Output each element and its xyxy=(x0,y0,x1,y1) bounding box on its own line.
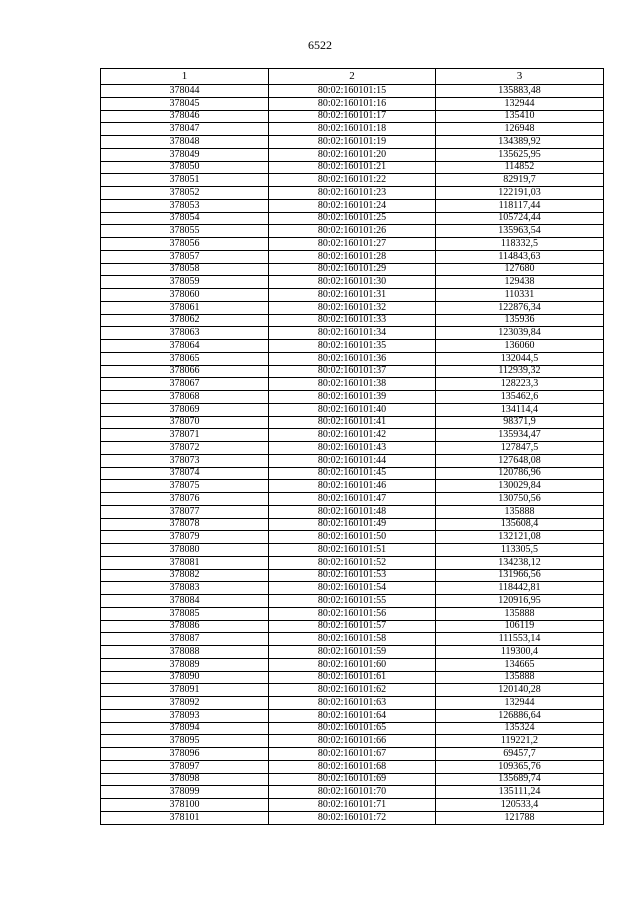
record-number-cell: 378079 xyxy=(101,531,269,544)
value-cell: 135410 xyxy=(436,110,604,123)
record-number-cell: 378082 xyxy=(101,569,269,582)
cadastral-number-cell: 80:02:160101:38 xyxy=(269,378,436,391)
value-cell: 127648,08 xyxy=(436,454,604,467)
value-cell: 135111,24 xyxy=(436,786,604,799)
record-number-cell: 378096 xyxy=(101,748,269,761)
record-number-cell: 378100 xyxy=(101,799,269,812)
cadastral-number-cell: 80:02:160101:27 xyxy=(269,238,436,251)
table-row xyxy=(101,136,604,149)
record-number-cell: 378046 xyxy=(101,110,269,123)
table-row xyxy=(101,607,604,620)
value-cell: 120916,95 xyxy=(436,595,604,608)
cadastral-number-cell: 80:02:160101:70 xyxy=(269,786,436,799)
cadastral-number-cell: 80:02:160101:23 xyxy=(269,187,436,200)
value-cell: 127847,5 xyxy=(436,442,604,455)
value-cell: 132944 xyxy=(436,97,604,110)
table-row xyxy=(101,123,604,136)
header-row xyxy=(101,69,604,85)
table-row xyxy=(101,493,604,506)
table-row xyxy=(101,595,604,608)
table-row xyxy=(101,148,604,161)
table-row xyxy=(101,225,604,238)
table-row xyxy=(101,582,604,595)
table-row xyxy=(101,442,604,455)
table-row xyxy=(101,722,604,735)
table-row xyxy=(101,786,604,799)
record-number-cell: 378045 xyxy=(101,97,269,110)
value-cell: 136060 xyxy=(436,340,604,353)
cadastral-number-cell: 80:02:160101:42 xyxy=(269,429,436,442)
cadastral-number-cell: 80:02:160101:33 xyxy=(269,314,436,327)
value-cell: 119300,4 xyxy=(436,646,604,659)
cadastral-number-cell: 80:02:160101:25 xyxy=(269,212,436,225)
value-cell: 119221,2 xyxy=(436,735,604,748)
column-header-2: 2 xyxy=(269,69,436,85)
record-number-cell: 378061 xyxy=(101,301,269,314)
value-cell: 122876,34 xyxy=(436,301,604,314)
value-cell: 114852 xyxy=(436,161,604,174)
table-row xyxy=(101,748,604,761)
value-cell: 105724,44 xyxy=(436,212,604,225)
value-cell: 98371,9 xyxy=(436,416,604,429)
cadastral-number-cell: 80:02:160101:20 xyxy=(269,148,436,161)
record-number-cell: 378092 xyxy=(101,697,269,710)
table-row xyxy=(101,263,604,276)
table-row xyxy=(101,556,604,569)
record-number-cell: 378059 xyxy=(101,276,269,289)
value-cell: 132044,5 xyxy=(436,352,604,365)
value-cell: 135689,74 xyxy=(436,773,604,786)
cadastral-number-cell: 80:02:160101:16 xyxy=(269,97,436,110)
record-number-cell: 378080 xyxy=(101,544,269,557)
cadastral-number-cell: 80:02:160101:22 xyxy=(269,174,436,187)
value-cell: 132121,08 xyxy=(436,531,604,544)
cadastral-number-cell: 80:02:160101:65 xyxy=(269,722,436,735)
cadastral-number-cell: 80:02:160101:68 xyxy=(269,760,436,773)
cadastral-number-cell: 80:02:160101:48 xyxy=(269,505,436,518)
record-number-cell: 378051 xyxy=(101,174,269,187)
table-row xyxy=(101,276,604,289)
value-cell: 123039,84 xyxy=(436,327,604,340)
value-cell: 135888 xyxy=(436,671,604,684)
value-cell: 135888 xyxy=(436,607,604,620)
cadastral-number-cell: 80:02:160101:40 xyxy=(269,403,436,416)
record-number-cell: 378054 xyxy=(101,212,269,225)
record-number-cell: 378081 xyxy=(101,556,269,569)
table-row xyxy=(101,212,604,225)
value-cell: 122191,03 xyxy=(436,187,604,200)
cadastral-number-cell: 80:02:160101:59 xyxy=(269,646,436,659)
table-row xyxy=(101,416,604,429)
record-number-cell: 378099 xyxy=(101,786,269,799)
value-cell: 110331 xyxy=(436,289,604,302)
cadastral-number-cell: 80:02:160101:55 xyxy=(269,595,436,608)
record-number-cell: 378063 xyxy=(101,327,269,340)
record-number-cell: 378066 xyxy=(101,365,269,378)
table-row xyxy=(101,391,604,404)
cadastral-number-cell: 80:02:160101:45 xyxy=(269,467,436,480)
cadastral-number-cell: 80:02:160101:41 xyxy=(269,416,436,429)
cadastral-number-cell: 80:02:160101:32 xyxy=(269,301,436,314)
cadastral-number-cell: 80:02:160101:15 xyxy=(269,85,436,98)
table-row xyxy=(101,811,604,824)
record-number-cell: 378062 xyxy=(101,314,269,327)
cadastral-number-cell: 80:02:160101:64 xyxy=(269,709,436,722)
table-row xyxy=(101,697,604,710)
table-row xyxy=(101,671,604,684)
record-number-cell: 378058 xyxy=(101,263,269,276)
data-table xyxy=(100,68,604,825)
table-row xyxy=(101,352,604,365)
value-cell: 130029,84 xyxy=(436,480,604,493)
table-header xyxy=(101,69,604,85)
record-number-cell: 378057 xyxy=(101,250,269,263)
table-row xyxy=(101,760,604,773)
table-body xyxy=(101,85,604,825)
table-row xyxy=(101,365,604,378)
record-number-cell: 378095 xyxy=(101,735,269,748)
table-row xyxy=(101,773,604,786)
value-cell: 134665 xyxy=(436,658,604,671)
record-number-cell: 378093 xyxy=(101,709,269,722)
record-number-cell: 378044 xyxy=(101,85,269,98)
table-row xyxy=(101,735,604,748)
record-number-cell: 378048 xyxy=(101,136,269,149)
cadastral-number-cell: 80:02:160101:57 xyxy=(269,620,436,633)
cadastral-number-cell: 80:02:160101:50 xyxy=(269,531,436,544)
record-number-cell: 378097 xyxy=(101,760,269,773)
value-cell: 135462,6 xyxy=(436,391,604,404)
cadastral-number-cell: 80:02:160101:26 xyxy=(269,225,436,238)
column-header-1: 1 xyxy=(101,69,269,85)
record-number-cell: 378072 xyxy=(101,442,269,455)
cadastral-number-cell: 80:02:160101:39 xyxy=(269,391,436,404)
cadastral-number-cell: 80:02:160101:35 xyxy=(269,340,436,353)
value-cell: 134238,12 xyxy=(436,556,604,569)
cadastral-number-cell: 80:02:160101:18 xyxy=(269,123,436,136)
table-row xyxy=(101,161,604,174)
value-cell: 111553,14 xyxy=(436,633,604,646)
cadastral-number-cell: 80:02:160101:51 xyxy=(269,544,436,557)
table-row xyxy=(101,340,604,353)
record-number-cell: 378047 xyxy=(101,123,269,136)
cadastral-number-cell: 80:02:160101:67 xyxy=(269,748,436,761)
cadastral-number-cell: 80:02:160101:43 xyxy=(269,442,436,455)
table-row xyxy=(101,378,604,391)
record-number-cell: 378085 xyxy=(101,607,269,620)
table-row xyxy=(101,684,604,697)
cadastral-number-cell: 80:02:160101:29 xyxy=(269,263,436,276)
cadastral-number-cell: 80:02:160101:46 xyxy=(269,480,436,493)
record-number-cell: 378098 xyxy=(101,773,269,786)
table-row xyxy=(101,289,604,302)
table-row xyxy=(101,110,604,123)
cadastral-number-cell: 80:02:160101:53 xyxy=(269,569,436,582)
value-cell: 118332,5 xyxy=(436,238,604,251)
cadastral-number-cell: 80:02:160101:19 xyxy=(269,136,436,149)
record-number-cell: 378064 xyxy=(101,340,269,353)
value-cell: 69457,7 xyxy=(436,748,604,761)
table-row xyxy=(101,799,604,812)
record-number-cell: 378073 xyxy=(101,454,269,467)
value-cell: 126886,64 xyxy=(436,709,604,722)
value-cell: 135936 xyxy=(436,314,604,327)
value-cell: 131966,56 xyxy=(436,569,604,582)
cadastral-number-cell: 80:02:160101:66 xyxy=(269,735,436,748)
record-number-cell: 378069 xyxy=(101,403,269,416)
value-cell: 109365,76 xyxy=(436,760,604,773)
table-row xyxy=(101,569,604,582)
record-number-cell: 378068 xyxy=(101,391,269,404)
record-number-cell: 378091 xyxy=(101,684,269,697)
cadastral-number-cell: 80:02:160101:58 xyxy=(269,633,436,646)
value-cell: 112939,32 xyxy=(436,365,604,378)
table-row xyxy=(101,531,604,544)
value-cell: 114843,63 xyxy=(436,250,604,263)
record-number-cell: 378090 xyxy=(101,671,269,684)
record-number-cell: 378089 xyxy=(101,658,269,671)
record-number-cell: 378083 xyxy=(101,582,269,595)
record-number-cell: 378067 xyxy=(101,378,269,391)
record-number-cell: 378074 xyxy=(101,467,269,480)
table-row xyxy=(101,480,604,493)
cadastral-number-cell: 80:02:160101:63 xyxy=(269,697,436,710)
value-cell: 106119 xyxy=(436,620,604,633)
table-row xyxy=(101,709,604,722)
value-cell: 126948 xyxy=(436,123,604,136)
record-number-cell: 378065 xyxy=(101,352,269,365)
cadastral-number-cell: 80:02:160101:31 xyxy=(269,289,436,302)
table-row xyxy=(101,187,604,200)
table-row xyxy=(101,238,604,251)
cadastral-number-cell: 80:02:160101:60 xyxy=(269,658,436,671)
cadastral-number-cell: 80:02:160101:24 xyxy=(269,199,436,212)
record-number-cell: 378071 xyxy=(101,429,269,442)
cadastral-number-cell: 80:02:160101:44 xyxy=(269,454,436,467)
record-number-cell: 378056 xyxy=(101,238,269,251)
record-number-cell: 378086 xyxy=(101,620,269,633)
value-cell: 120140,28 xyxy=(436,684,604,697)
cadastral-number-cell: 80:02:160101:30 xyxy=(269,276,436,289)
record-number-cell: 378070 xyxy=(101,416,269,429)
cadastral-number-cell: 80:02:160101:71 xyxy=(269,799,436,812)
value-cell: 134114,4 xyxy=(436,403,604,416)
value-cell: 129438 xyxy=(436,276,604,289)
cadastral-number-cell: 80:02:160101:21 xyxy=(269,161,436,174)
record-number-cell: 378094 xyxy=(101,722,269,735)
table-row xyxy=(101,314,604,327)
value-cell: 135608,4 xyxy=(436,518,604,531)
cadastral-number-cell: 80:02:160101:69 xyxy=(269,773,436,786)
record-number-cell: 378055 xyxy=(101,225,269,238)
record-number-cell: 378050 xyxy=(101,161,269,174)
table-row xyxy=(101,97,604,110)
record-number-cell: 378088 xyxy=(101,646,269,659)
cadastral-number-cell: 80:02:160101:61 xyxy=(269,671,436,684)
table-row xyxy=(101,467,604,480)
cadastral-number-cell: 80:02:160101:52 xyxy=(269,556,436,569)
record-number-cell: 378075 xyxy=(101,480,269,493)
record-number-cell: 378076 xyxy=(101,493,269,506)
table-row xyxy=(101,544,604,557)
record-number-cell: 378077 xyxy=(101,505,269,518)
page-number: 6522 xyxy=(308,38,332,52)
table-row xyxy=(101,633,604,646)
value-cell: 120786,96 xyxy=(436,467,604,480)
table-row xyxy=(101,429,604,442)
value-cell: 135625,95 xyxy=(436,148,604,161)
value-cell: 132944 xyxy=(436,697,604,710)
value-cell: 135888 xyxy=(436,505,604,518)
table-row xyxy=(101,658,604,671)
table-row xyxy=(101,454,604,467)
value-cell: 134389,92 xyxy=(436,136,604,149)
table-row xyxy=(101,174,604,187)
value-cell: 130750,56 xyxy=(436,493,604,506)
value-cell: 82919,7 xyxy=(436,174,604,187)
cadastral-number-cell: 80:02:160101:47 xyxy=(269,493,436,506)
value-cell: 113305,5 xyxy=(436,544,604,557)
value-cell: 118117,44 xyxy=(436,199,604,212)
table-row xyxy=(101,250,604,263)
value-cell: 135934,47 xyxy=(436,429,604,442)
value-cell: 135324 xyxy=(436,722,604,735)
record-number-cell: 378053 xyxy=(101,199,269,212)
cadastral-number-cell: 80:02:160101:17 xyxy=(269,110,436,123)
value-cell: 118442,81 xyxy=(436,582,604,595)
table-row xyxy=(101,505,604,518)
cadastral-number-cell: 80:02:160101:28 xyxy=(269,250,436,263)
cadastral-number-cell: 80:02:160101:37 xyxy=(269,365,436,378)
value-cell: 121788 xyxy=(436,811,604,824)
value-cell: 135963,54 xyxy=(436,225,604,238)
cadastral-number-cell: 80:02:160101:72 xyxy=(269,811,436,824)
record-number-cell: 378052 xyxy=(101,187,269,200)
cadastral-number-cell: 80:02:160101:49 xyxy=(269,518,436,531)
column-header-3: 3 xyxy=(436,69,604,85)
record-number-cell: 378078 xyxy=(101,518,269,531)
value-cell: 120533,4 xyxy=(436,799,604,812)
cadastral-number-cell: 80:02:160101:56 xyxy=(269,607,436,620)
cadastral-number-cell: 80:02:160101:36 xyxy=(269,352,436,365)
table-row xyxy=(101,620,604,633)
cadastral-number-cell: 80:02:160101:54 xyxy=(269,582,436,595)
cadastral-number-cell: 80:02:160101:34 xyxy=(269,327,436,340)
value-cell: 127680 xyxy=(436,263,604,276)
table-row xyxy=(101,327,604,340)
cadastral-number-cell: 80:02:160101:62 xyxy=(269,684,436,697)
table-row xyxy=(101,646,604,659)
record-number-cell: 378084 xyxy=(101,595,269,608)
table-row xyxy=(101,403,604,416)
table-row xyxy=(101,518,604,531)
record-number-cell: 378101 xyxy=(101,811,269,824)
record-number-cell: 378060 xyxy=(101,289,269,302)
table-row xyxy=(101,199,604,212)
table-row xyxy=(101,301,604,314)
table-row xyxy=(101,85,604,98)
record-number-cell: 378087 xyxy=(101,633,269,646)
value-cell: 128223,3 xyxy=(436,378,604,391)
record-number-cell: 378049 xyxy=(101,148,269,161)
value-cell: 135883,48 xyxy=(436,85,604,98)
